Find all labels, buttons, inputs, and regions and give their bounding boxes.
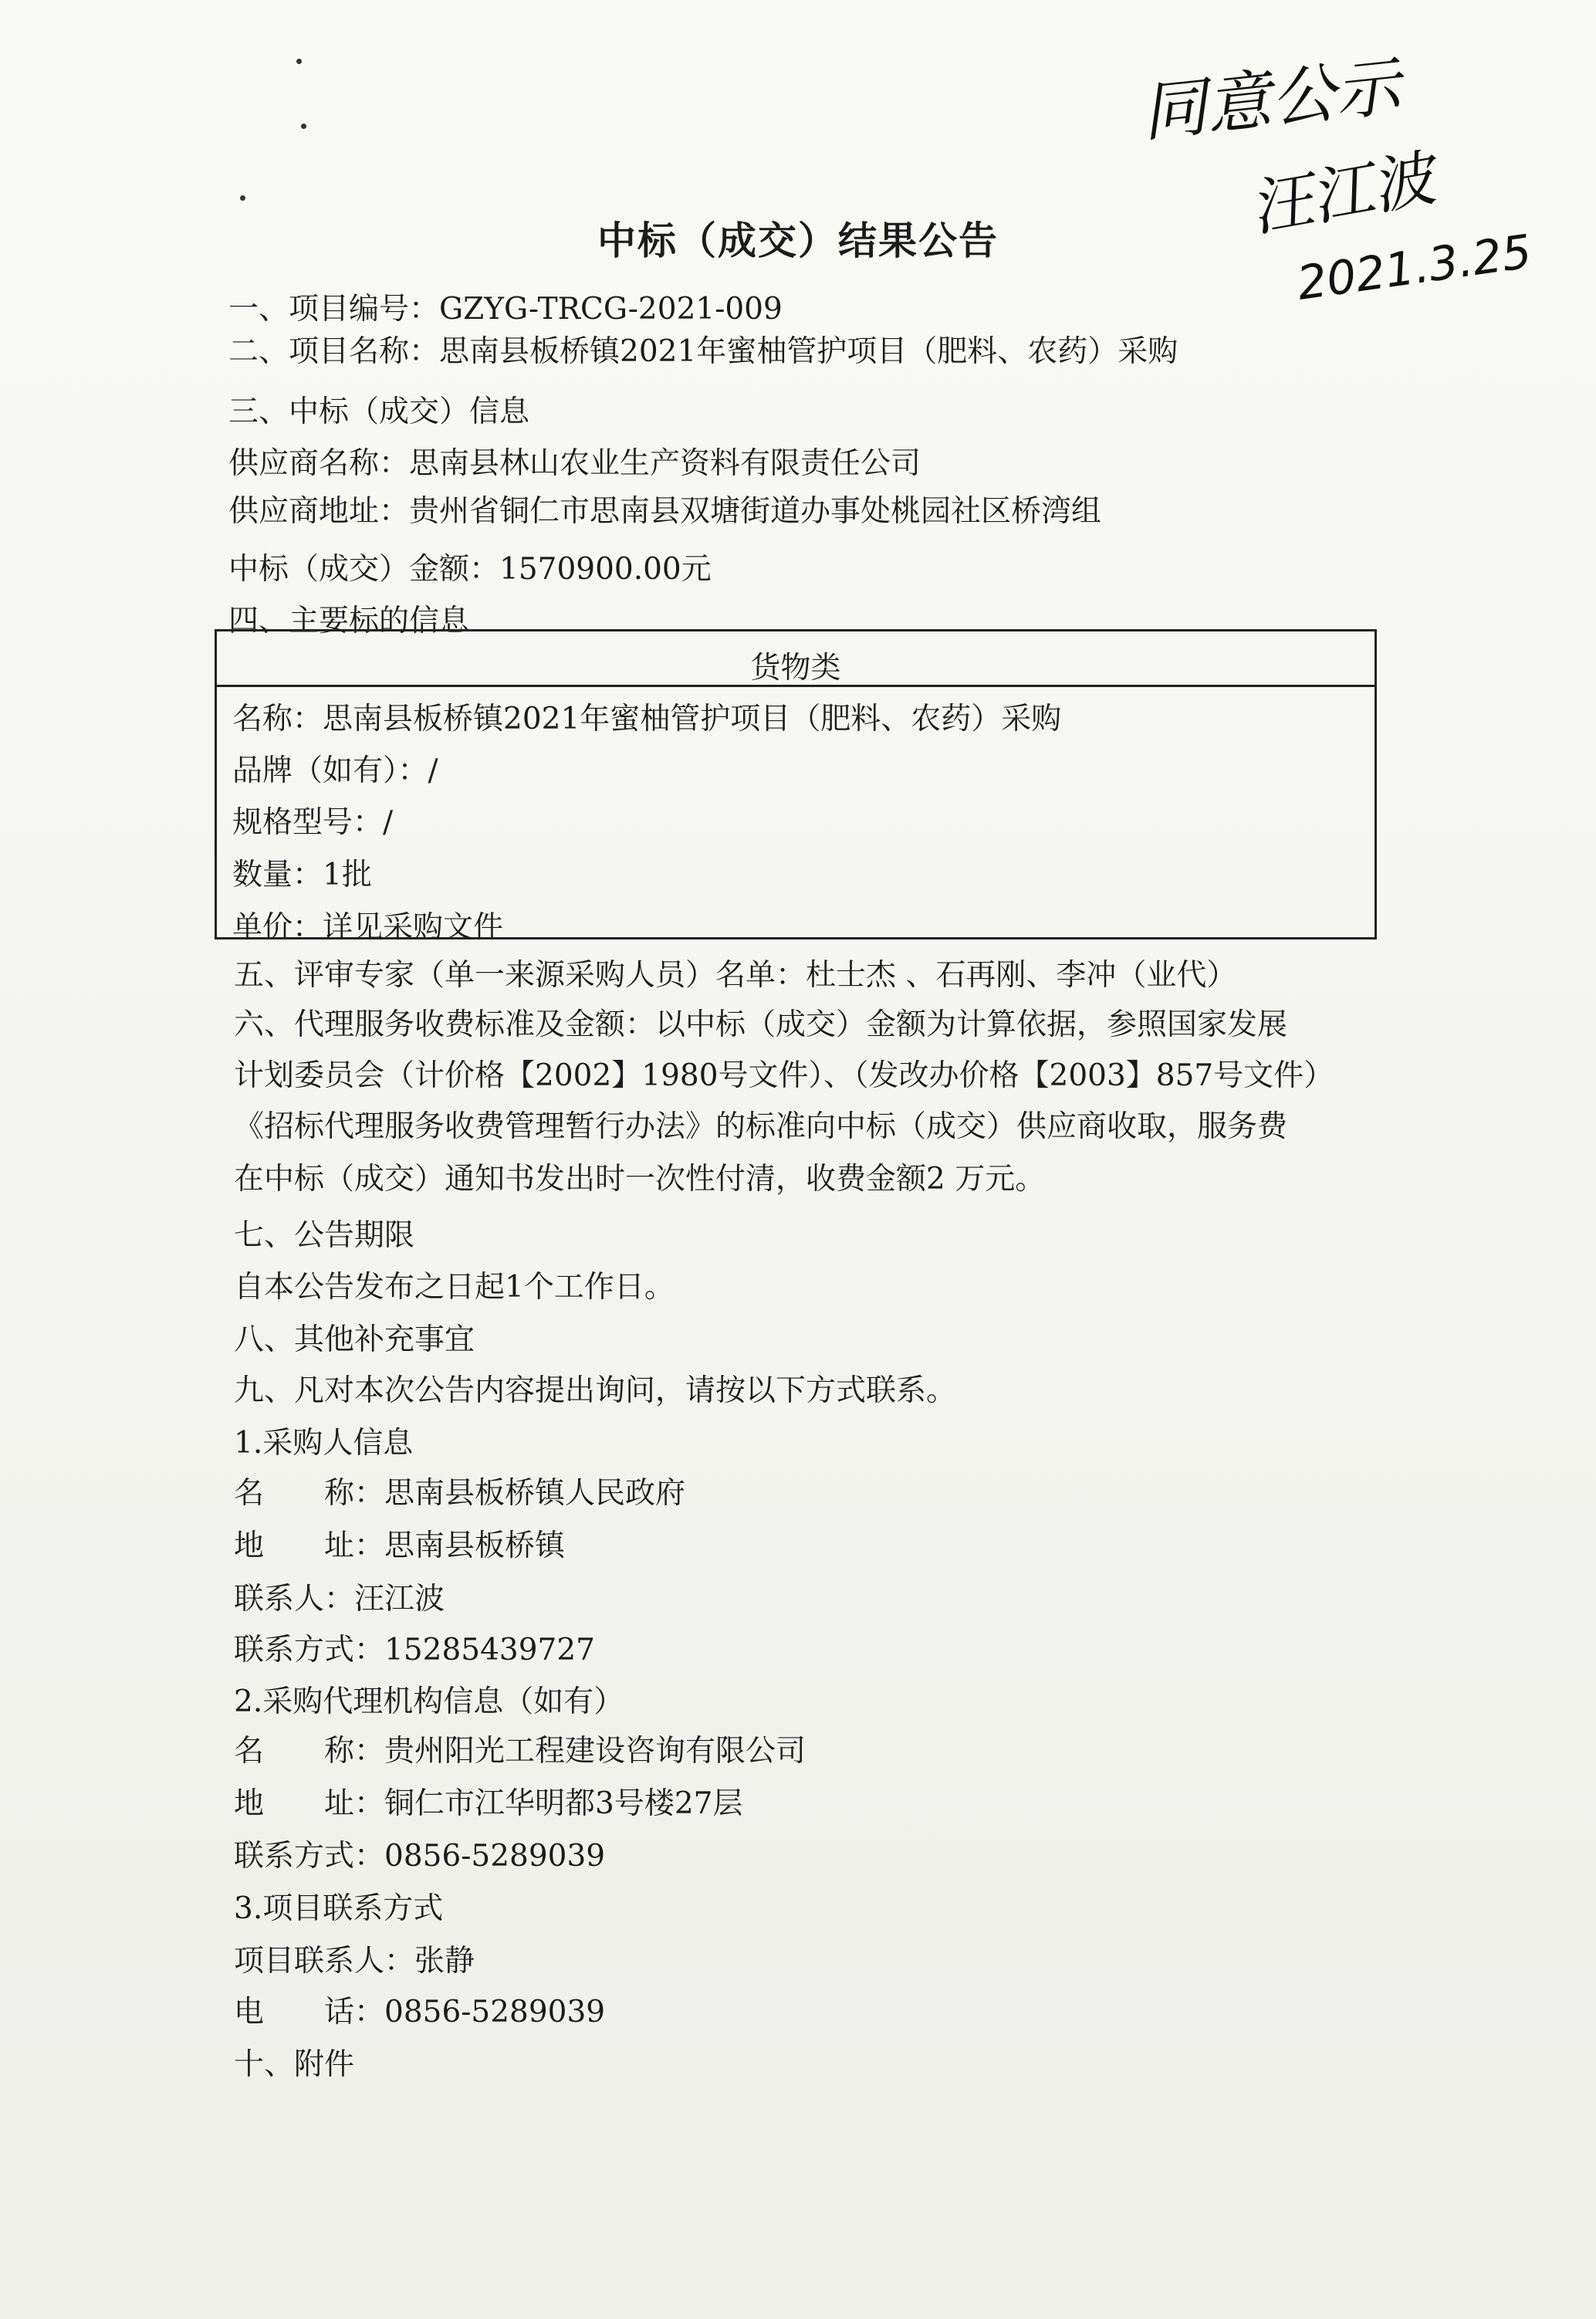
section-heading: 四、主要标的信息 <box>228 604 470 638</box>
table-item-name: 名称：思南县板桥镇2021年蜜柚管护项目（肥料、农药）采购 <box>232 702 1062 736</box>
contact-line: 联系人：汪江波 <box>234 1582 445 1617</box>
section-heading: 八、其他补充事宜 <box>234 1322 475 1357</box>
fee-paragraph-line: 计划委员会（计价格【2002】1980号文件）、（发改办价格【2003】857号文件） <box>234 1058 1334 1093</box>
contact-line: 地 址：铜仁市江华明都3号楼27层 <box>234 1786 743 1821</box>
ink-speck <box>301 124 306 129</box>
ink-speck <box>296 59 302 64</box>
handwritten-signature: 汪江波 <box>1254 140 1440 245</box>
project-number: 一、项目编号：GZYG-TRCG-2021-009 <box>228 292 783 327</box>
supplier-address: 供应商地址：贵州省铜仁市思南县双塘街道办事处桃园社区桥湾组 <box>228 494 1102 529</box>
contact-line: 地 址：思南县板桥镇 <box>234 1529 566 1563</box>
contact-line: 联系方式：0856-5289039 <box>234 1839 606 1874</box>
ink-speck <box>240 195 245 201</box>
contact-heading: 3.项目联系方式 <box>234 1891 444 1926</box>
contact-line: 项目联系人：张静 <box>234 1944 475 1979</box>
contact-line: 联系方式：15285439727 <box>234 1633 595 1667</box>
table-item-unit-price: 单价：详见采购文件 <box>232 910 504 945</box>
contact-line: 名 称：贵州阳光工程建设咨询有限公司 <box>234 1734 806 1769</box>
table-header: 货物类 <box>750 651 841 686</box>
contact-line: 电 话：0856-5289039 <box>234 1995 606 2030</box>
contact-heading: 1.采购人信息 <box>234 1426 414 1461</box>
fee-paragraph-line: 《招标代理服务收费管理暂行办法》的标准向中标（成交）供应商收取，服务费 <box>234 1109 1288 1144</box>
fee-paragraph-line: 在中标（成交）通知书发出时一次性付清，收费金额2 万元。 <box>234 1162 1046 1197</box>
page-title: 中标（成交）结果公告 <box>597 218 999 263</box>
award-amount: 中标（成交）金额：1570900.00元 <box>228 552 712 587</box>
table-item-quantity: 数量：1批 <box>232 858 372 892</box>
table-item-model: 规格型号：/ <box>232 805 394 840</box>
fee-paragraph-line: 六、代理服务收费标准及金额：以中标（成交）金额为计算依据，参照国家发展 <box>234 1007 1288 1042</box>
section-heading: 九、凡对本次公告内容提出询问，请按以下方式联系。 <box>234 1373 957 1408</box>
goods-table <box>215 629 1377 945</box>
handwritten-approval: 同意公示 <box>1138 48 1404 151</box>
table-item-brand: 品牌（如有）：/ <box>232 753 438 788</box>
contact-heading: 2.采购代理机构信息（如有） <box>234 1684 624 1719</box>
project-name: 二、项目名称：思南县板桥镇2021年蜜柚管护项目（肥料、农药）采购 <box>228 334 1178 369</box>
table-header-row <box>217 631 1375 687</box>
handwritten-date: 2021.3.25 <box>1293 225 1535 311</box>
contact-line: 名 称：思南县板桥镇人民政府 <box>234 1476 686 1511</box>
section-heading: 十、附件 <box>234 2047 355 2082</box>
section-heading: 三、中标（成交）信息 <box>228 394 530 429</box>
section-heading: 七、公告期限 <box>234 1218 415 1253</box>
expert-list: 五、评审专家（单一来源采购人员）名单：杜士杰 、石再刚、李冲（业代） <box>234 958 1237 993</box>
supplier-name: 供应商名称：思南县林山农业生产资料有限责任公司 <box>228 446 921 481</box>
notice-period: 自本公告发布之日起1个工作日。 <box>234 1270 675 1305</box>
